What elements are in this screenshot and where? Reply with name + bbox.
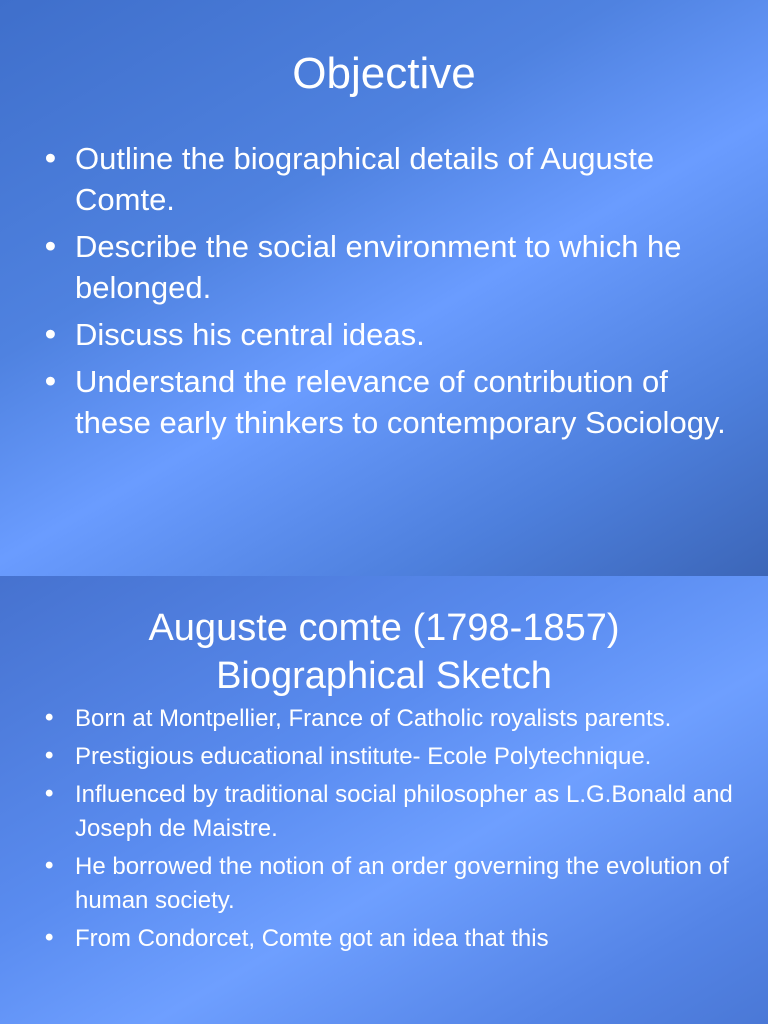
bullet-text: Describe the social environment to which he belonged. [75, 229, 682, 305]
list-item [0, 138, 740, 220]
bullet-icon: • [45, 704, 54, 731]
bullet-text: Born at Montpellier, France of Catholic royalists parents. [75, 705, 672, 732]
list-item [0, 226, 740, 308]
list-item [0, 850, 740, 918]
bullet-icon: • [45, 140, 56, 175]
title-line-1: Auguste comte (1798-1857) [148, 607, 620, 649]
bullet-text: Prestigious educational institute- Ecole Polytechnique. [75, 743, 652, 770]
bullet-list [0, 702, 740, 960]
list-item [0, 702, 740, 736]
bullet-text: Discuss his central ideas. [75, 317, 425, 352]
bullet-list [0, 138, 740, 449]
slide-biographical-sketch [0, 576, 768, 1024]
list-item [0, 314, 740, 355]
bullet-text: He borrowed the notion of an order governing the evolution of human society. [75, 853, 729, 914]
list-item [0, 740, 740, 774]
bullet-text: Understand the relevance of contribution of these early thinkers to contemporary Sociology. [75, 364, 726, 440]
bullet-icon: • [45, 228, 56, 263]
bullet-icon: • [45, 742, 54, 769]
slide-title: Objective [292, 49, 476, 98]
bullet-icon: • [45, 924, 54, 951]
title-line-2: Biographical Sketch [216, 655, 552, 697]
bullet-icon: • [45, 363, 56, 398]
list-item [0, 361, 740, 443]
bullet-icon: • [45, 316, 56, 351]
bullet-icon: • [45, 780, 54, 807]
bullet-text: From Condorcet, Comte got an idea that this [75, 925, 549, 952]
bullet-text: Influenced by traditional social philosopher as L.G.Bonald and Joseph de Maistre. [75, 781, 733, 842]
bullet-icon: • [45, 852, 54, 879]
list-item [0, 922, 740, 956]
list-item [0, 778, 740, 846]
bullet-text: Outline the biographical details of Auguste Comte. [75, 141, 655, 217]
slide-title [0, 604, 768, 700]
